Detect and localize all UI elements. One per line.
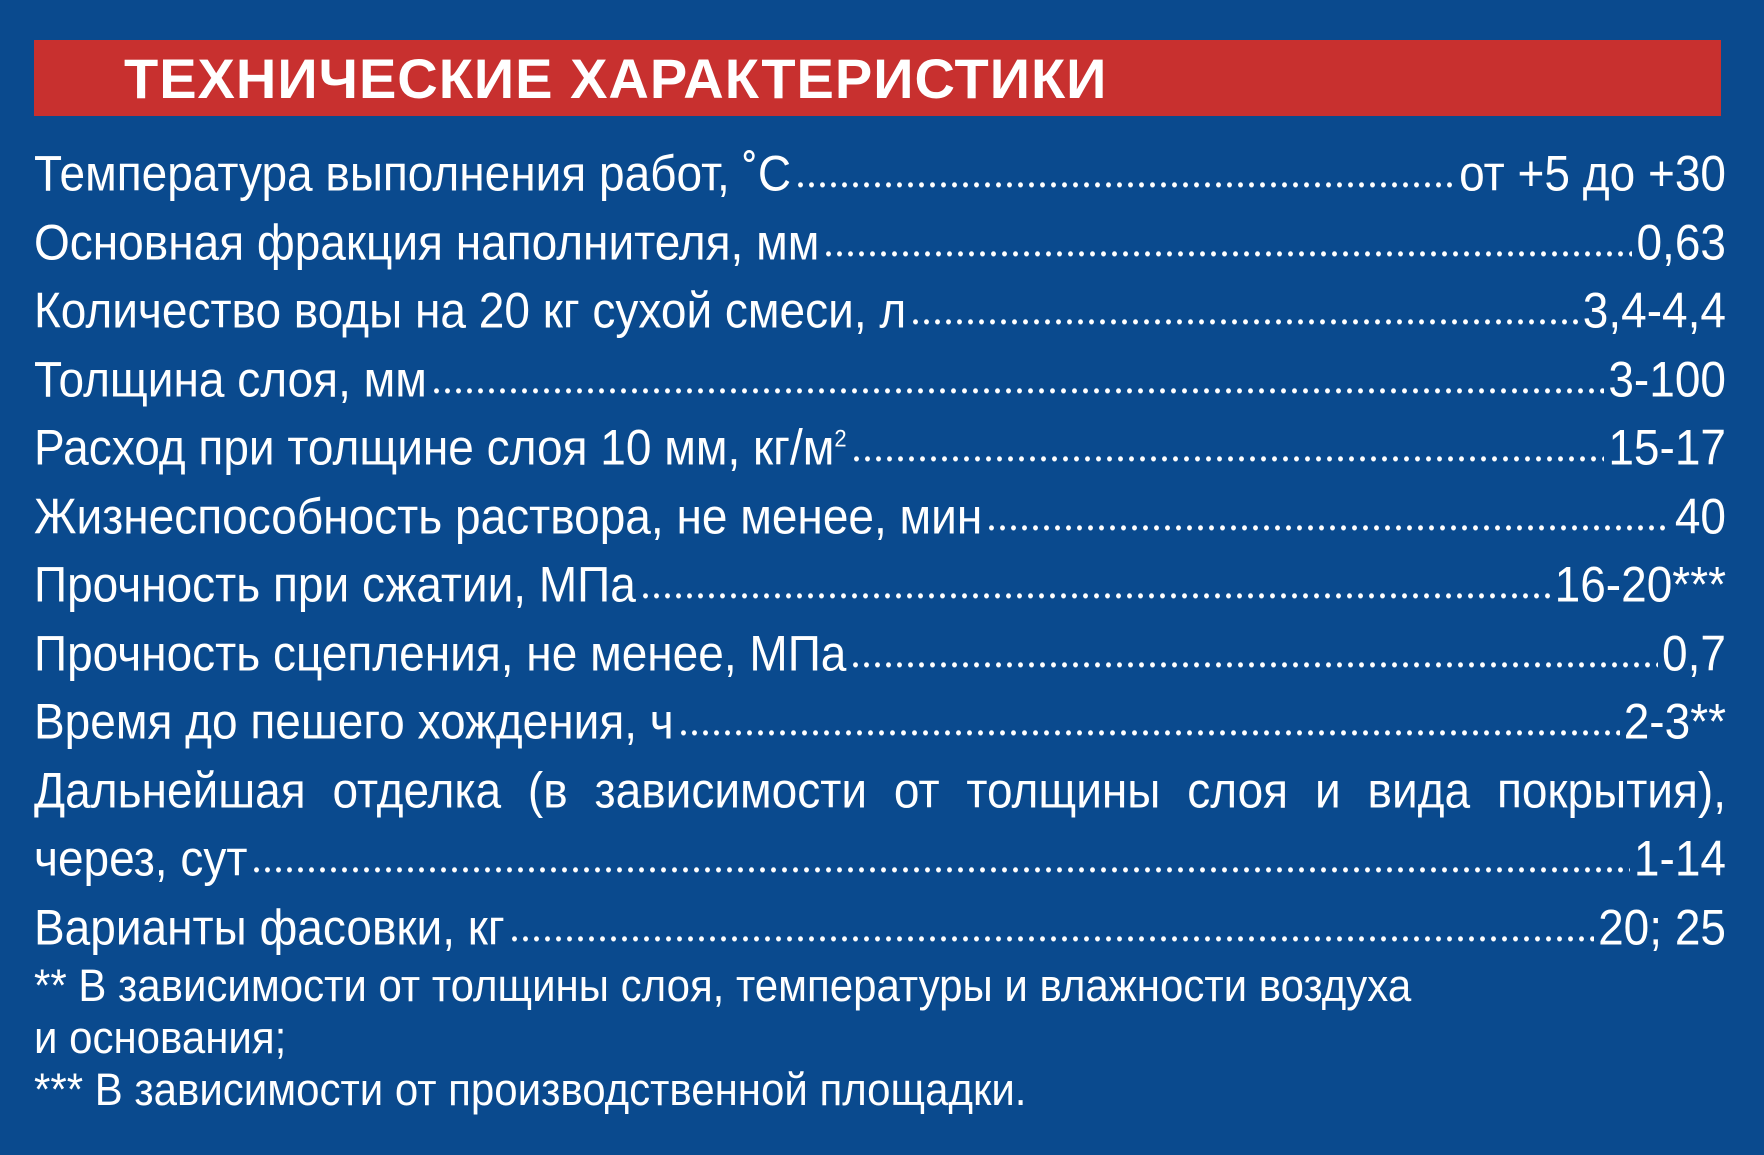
spec-word: толщины <box>966 761 1161 818</box>
spec-value: 2-3** <box>1623 692 1726 750</box>
dot-leader <box>986 522 1671 533</box>
spec-value: 1-14 <box>1633 829 1726 887</box>
spec-row-filler-fraction <box>34 205 1726 279</box>
spec-word: покрытия), <box>1496 761 1726 818</box>
dot-leader <box>678 727 1620 738</box>
spec-word: слоя <box>1187 761 1289 818</box>
spec-row-compressive-strength <box>34 547 1726 621</box>
spec-value: 40 <box>1674 487 1726 544</box>
dot-leader <box>910 316 1579 327</box>
dot-leader <box>431 385 1604 396</box>
dot-leader <box>795 179 1455 190</box>
spec-word: и <box>1314 761 1341 818</box>
spec-row-packaging <box>34 890 1726 964</box>
spec-value: 3-100 <box>1608 350 1726 407</box>
header-bar <box>34 40 1721 116</box>
spec-word: от <box>893 761 940 818</box>
spec-label: Количество воды на 20 кг сухой смеси, л <box>34 281 907 339</box>
spec-value: 20; 25 <box>1598 898 1726 955</box>
spec-label-text: Расход при толщине слоя 10 мм, кг/м <box>34 418 835 476</box>
spec-word: Дальнейшая <box>34 761 306 818</box>
spec-label: через, сут <box>34 829 248 887</box>
spec-row-foot-traffic <box>34 684 1726 758</box>
page-title: ТЕХНИЧЕСКИЕ ХАРАКТЕРИСТИКИ <box>124 47 1108 110</box>
dot-leader <box>509 933 1594 944</box>
spec-word: вида <box>1367 761 1471 818</box>
spec-value: 15-17 <box>1608 418 1726 476</box>
spec-value: 16-20*** <box>1554 555 1726 613</box>
spec-row-water-amount <box>34 273 1726 347</box>
spec-label: Температура выполнения работ, ˚С <box>34 144 792 202</box>
spec-row-pot-life <box>34 479 1726 553</box>
spec-value: 0,7 <box>1662 624 1726 681</box>
specs-list <box>34 139 1726 961</box>
spec-label: Прочность сцепления, не менее, МПа <box>34 624 847 681</box>
spec-row-adhesion-strength <box>34 616 1726 690</box>
footnote-triple-asterisk: *** В зависимости от производственной площадки. <box>34 1064 1027 1115</box>
spec-value: 0,63 <box>1636 213 1726 270</box>
spec-label <box>34 410 847 484</box>
spec-row-layer-thickness <box>34 342 1726 416</box>
spec-word: зависимости <box>594 761 868 818</box>
spec-label: Жизнеспособность раствора, не менее, мин <box>34 487 983 544</box>
dot-leader <box>850 659 1658 670</box>
spec-label: Основная фракция наполнителя, мм <box>34 213 820 270</box>
dot-leader <box>251 864 1629 875</box>
footnotes <box>34 960 1726 1116</box>
spec-label: Прочность при сжатии, МПа <box>34 555 636 613</box>
spec-row-further-finishing-line2 <box>34 821 1726 895</box>
spec-word: (в <box>527 761 568 818</box>
spec-label: Толщина слоя, мм <box>34 350 427 407</box>
footnote-double-asterisk: ** В зависимости от толщины слоя, температуры и влажности воздуха <box>34 960 1412 1011</box>
superscript: 2 <box>834 425 847 453</box>
dot-leader <box>640 590 1551 601</box>
spec-row-temperature <box>34 136 1726 210</box>
spec-row-further-finishing-line1 <box>34 753 1726 827</box>
footnote-double-asterisk-continued: и основания; <box>34 1012 287 1063</box>
spec-label: Варианты фасовки, кг <box>34 898 505 955</box>
spec-label: Время до пешего хождения, ч <box>34 692 674 750</box>
spec-row-consumption <box>34 410 1726 484</box>
dot-leader <box>851 453 1605 464</box>
spec-value: от +5 до +30 <box>1459 144 1726 202</box>
dot-leader <box>823 248 1632 259</box>
spec-value: 3,4-4,4 <box>1582 281 1726 339</box>
spec-word: отделка <box>332 761 502 818</box>
